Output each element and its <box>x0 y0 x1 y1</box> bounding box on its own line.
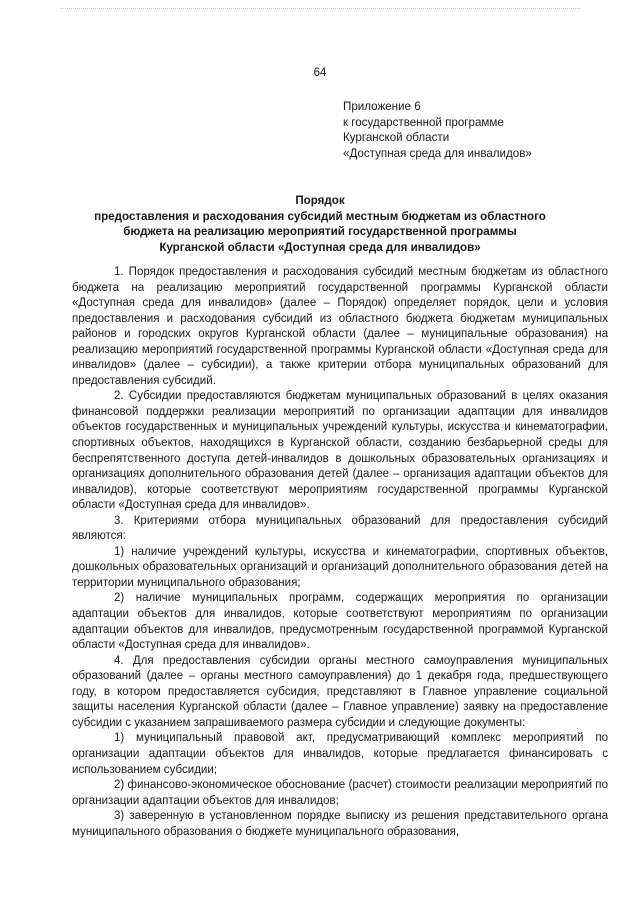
title-line: бюджета на реализацию мероприятий государственной программы <box>123 225 517 238</box>
paragraph: 2) наличие муниципальных программ, содержащих мероприятия по организации адаптации объектов для инвалидов, которые соответствуют мероприятиям по организации адаптации объектов для инвалидов, предусмотренным государственной программой Курганской области «Доступная среда для инвалидов». <box>72 592 608 652</box>
scan-edge-dots <box>60 8 580 9</box>
appendix-line: к государственной программе <box>343 115 504 129</box>
paragraph: 3) заверенную в установленном порядке выписку из решения представительного органа муниципального образования о бюджете муниципального образования, <box>72 810 608 838</box>
paragraph: 2. Субсидии предоставляются бюджетам муниципальных образований в целях оказания финансовой поддержки реализации мероприятий по организации адаптации для инвалидов объектов государственных и муниципальных учреждений культуры, искусства и кинематографии, спортивных объектов, находящихся в Курганской области, созданию безбарьерной среды для беспрепятственного доступа детей-инвалидов в дошкольных образовательных организациях и организациях дополнительного образования детей (далее – организация адаптации объектов для инвалидов), которые соответствуют мероприятиям государственной программы Курганской области «Доступная среда для инвалидов». <box>72 390 608 512</box>
appendix-line: Приложение 6 <box>343 100 421 113</box>
paragraph: 1. Порядок предоставления и расходования субсидий местным бюджетам из областного бюджета на реализацию мероприятий государственной программы Курганской области «Доступная среда для инвалидов» (далее – Порядок) определяет порядок, цели и условия предоставления и расходования субсидий из областного бюджета бюджетам муниципальных районов и городских округов Курганской области (далее – муниципальные образования) на реализацию мероприятий государственной программы Курганской области «Доступная среда для инвалидов» (далее – субсидии), а также критерии отбора муниципальных образований для предоставления субсидий. <box>72 266 608 387</box>
paragraph: 1) наличие учреждений культуры, искусства и кинематографии, спортивных объектов, дошкольных образовательных организаций и организаций дополнительного образования детей на территории муниципального образования; <box>72 545 608 589</box>
appendix-line: «Доступная среда для инвалидов» <box>343 146 532 160</box>
document-title <box>60 193 580 255</box>
title-line: Курганской области «Доступная среда для инвалидов» <box>159 240 481 254</box>
paragraph: 1) муниципальный правовой акт, предусматривающий комплекс мероприятий по организации адаптации объектов для инвалидов, которые предлагается финансировать с использованием субсидии; <box>72 732 608 776</box>
title-line: предоставления и расходования субсидий местным бюджетам из областного <box>94 209 546 223</box>
document-body <box>72 265 608 840</box>
appendix-line: Курганской области <box>343 131 450 144</box>
paragraph: 2) финансово-экономическое обоснование (расчет) стоимости реализации мероприятий по организации адаптации объектов для инвалидов; <box>72 779 608 807</box>
paragraph: 3. Критериями отбора муниципальных образований для предоставления субсидий являются: <box>72 514 608 543</box>
title-line: Порядок <box>295 194 345 207</box>
page-number: 64 <box>313 67 327 79</box>
appendix-header <box>343 99 532 161</box>
paragraph: 4. Для предоставления субсидии органы местного самоуправления муниципальных образований (далее – органы местного самоуправления) до 1 декабря года, предшествующего году, в котором предоставляется субсидия, представляют в Главное управление социальной защиты населения Курганской области (далее – Главное управление) заявку на предоставление субсидии с указанием запрашиваемого размера субсидии и следующие документы: <box>72 654 608 729</box>
